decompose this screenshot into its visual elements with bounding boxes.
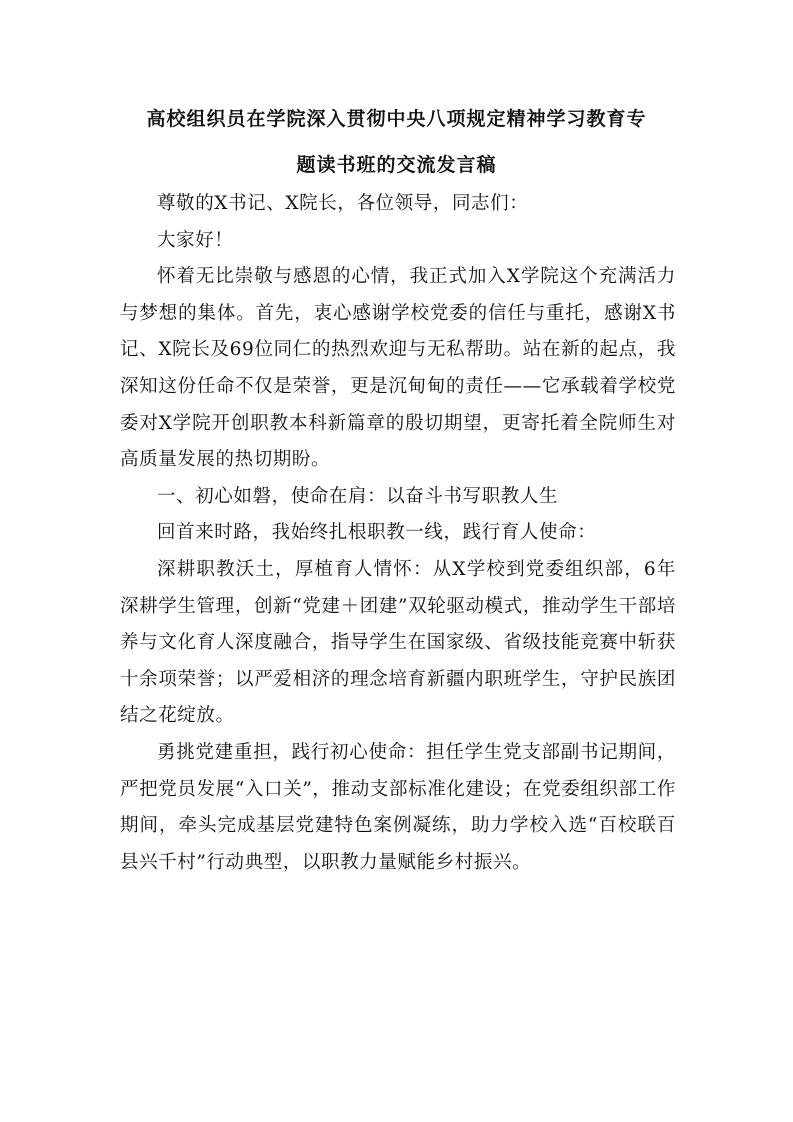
document-title-line-1: 高校组织员在学院深入贯彻中央八项规定精神学习教育专 [146, 108, 647, 130]
hello-paragraph: 大家好！ [157, 229, 234, 251]
document-body [120, 186, 676, 881]
vocational-paragraph: 深耕职教沃土，厚植育人情怀：从X学校到党委组织部，6年深耕学生管理，创新“党建＋团建”双轮驱动模式，推动学生干部培养与文化育人深度融合，指导学生在国家级、省级技能竞赛中斩获十余项荣誉；以严爱相济的理念培育新疆内职班学生，守护民族团结之花绽放。 [120, 558, 676, 727]
greeting-paragraph: 尊敬的X书记、X院长，各位领导，同志们： [157, 193, 529, 214]
review-paragraph: 回首来时路，我始终扎根职教一线，践行育人使命： [157, 522, 597, 544]
section-heading: 一、初心如磐，使命在肩：以奋斗书写职教人生 [157, 485, 559, 507]
intro-paragraph: 怀着无比崇敬与感恩的心情，我正式加入X学院这个充满活力与梦想的集体。首先，衷心感谢学校党委的信任与重托，感谢X书记、X院长及69位同仁的热烈欢迎与无私帮助。站在新的起点，我深知这份任命不仅是荣誉，更是沉甸甸的责任——它承载着学校党委对X学院开创职教本科新篇章的殷切期望，更寄托着全院师生对高质量发展的热切期盼。 [120, 266, 676, 471]
party-building-paragraph: 勇挑党建重担，践行初心使命：担任学生党支部副书记期间，严把党员发展“入口关”，推动支部标准化建设；在党委组织部工作期间，牵头完成基层党建特色案例凝练，助力学校入选“百校联百县兴千村”行动典型，以职教力量赋能乡村振兴。 [120, 741, 676, 873]
document-title-line-2: 题读书班的交流发言稿 [296, 154, 497, 176]
